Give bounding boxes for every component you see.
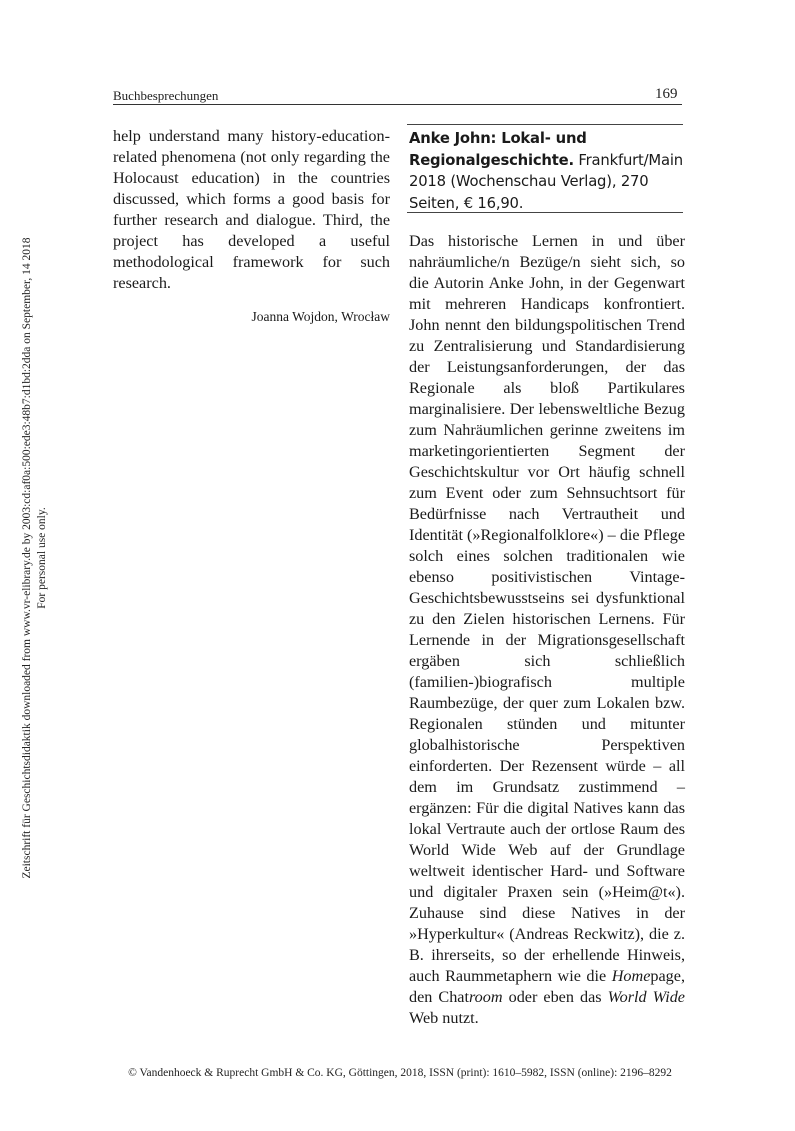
download-watermark: [20, 208, 64, 908]
review-text-3: oder eben das: [502, 988, 608, 1006]
reviewer-signature: Joanna Wojdon, Wrocław: [251, 309, 390, 324]
left-column: [113, 126, 390, 294]
review-paragraph: [409, 231, 685, 1029]
review-text-2: page, den Chat: [409, 967, 685, 1006]
review-italic-1: Home: [611, 967, 651, 985]
book-author-title: Anke John: Lokal- und Regionalgeschichte.: [409, 130, 587, 169]
review-text-4: Web nutzt.: [409, 1009, 479, 1027]
personal-use-notice: For personal use only.: [36, 507, 48, 609]
running-header: Buchbesprechungen: [113, 88, 219, 103]
download-notice: Zeitschrift für Geschichtsdidaktik downloaded from www.vr-elibrary.de by 2003:cd:af0a:500:ede3:48b7:d1bd:2dda on September, 14 2018: [21, 237, 33, 879]
review-italic-2: room: [468, 988, 503, 1006]
review-heading: [409, 128, 683, 214]
page-number: 169: [655, 86, 678, 102]
copyright-footer: © Vandenhoeck & Ruprecht GmbH & Co. KG, Göttingen, 2018, ISSN (print): 1610–5982, ISSN (online): 2196–8292: [128, 1067, 672, 1079]
review-body: [409, 231, 685, 1029]
review-bottom-divider: [407, 212, 683, 213]
header-divider: [113, 104, 682, 105]
book-publication-details: Frankfurt/Main 2018 (Wochenschau Verlag), 270 Seiten, € 16,90.: [409, 151, 683, 212]
review-italic-3: World Wide: [607, 988, 685, 1006]
review-text-1: Das historische Lernen in und über nahräumliche/n Bezüge/n sieht sich, so die Autorin Anke John, in der Gegenwart mit mehreren Handicaps konfrontiert. John nennt den bildungspolitischen Trend zu Zentralisierung und Standardisierung der Leistungsanforderungen, der das Regionale als bloß Partikulares marginalisiere. Der lebensweltliche Bezug zum Nahräumlichen gerinne zweitens im marketingorientierten Segment der Geschichtskultur vor Ort häufig schnell zum Event oder zum Sehnsuchtsort für Bedürfnisse nach Vertrautheit und Identität (»Regionalfolklore«) – die Pflege solch eines solchen traditionalen wie ebenso positivistischen Vintage-Geschichtsbewusstseins sei dysfunktional zu den Zielen historischen Lernens. Für Lernende in der Migrationsgesellschaft ergäben sich schließlich (familien-)biografisch multiple Raumbezüge, der quer zum Lokalen bzw. Regionalen stünden und mitunter globalhistorische Perspektiven einforderten. Der Rezensent würde – all dem im Grundsatz zustimmend – ergänzen: Für die digital Natives kann das lokal Vertraute auch der ortlose Raum des World Wide Web auf der Grundlage weltweit identischer Hard- und Software und digitaler Praxen sein (»Heim@t«). Zuhause sind diese Natives in der »Hyperkultur« (Andreas Reckwitz), die z. B. ihrerseits, so der erhellende Hinweis, auch Raummetaphern wie die: [409, 232, 686, 985]
review-top-divider: [407, 124, 683, 125]
previous-review-ending: help understand many history-education-related phenomena (not only regarding the Holocaust education) in the countries discussed, which forms a good basis for further research and dialogue. Third, the project has developed a useful methodological framework for such research.: [113, 127, 390, 292]
